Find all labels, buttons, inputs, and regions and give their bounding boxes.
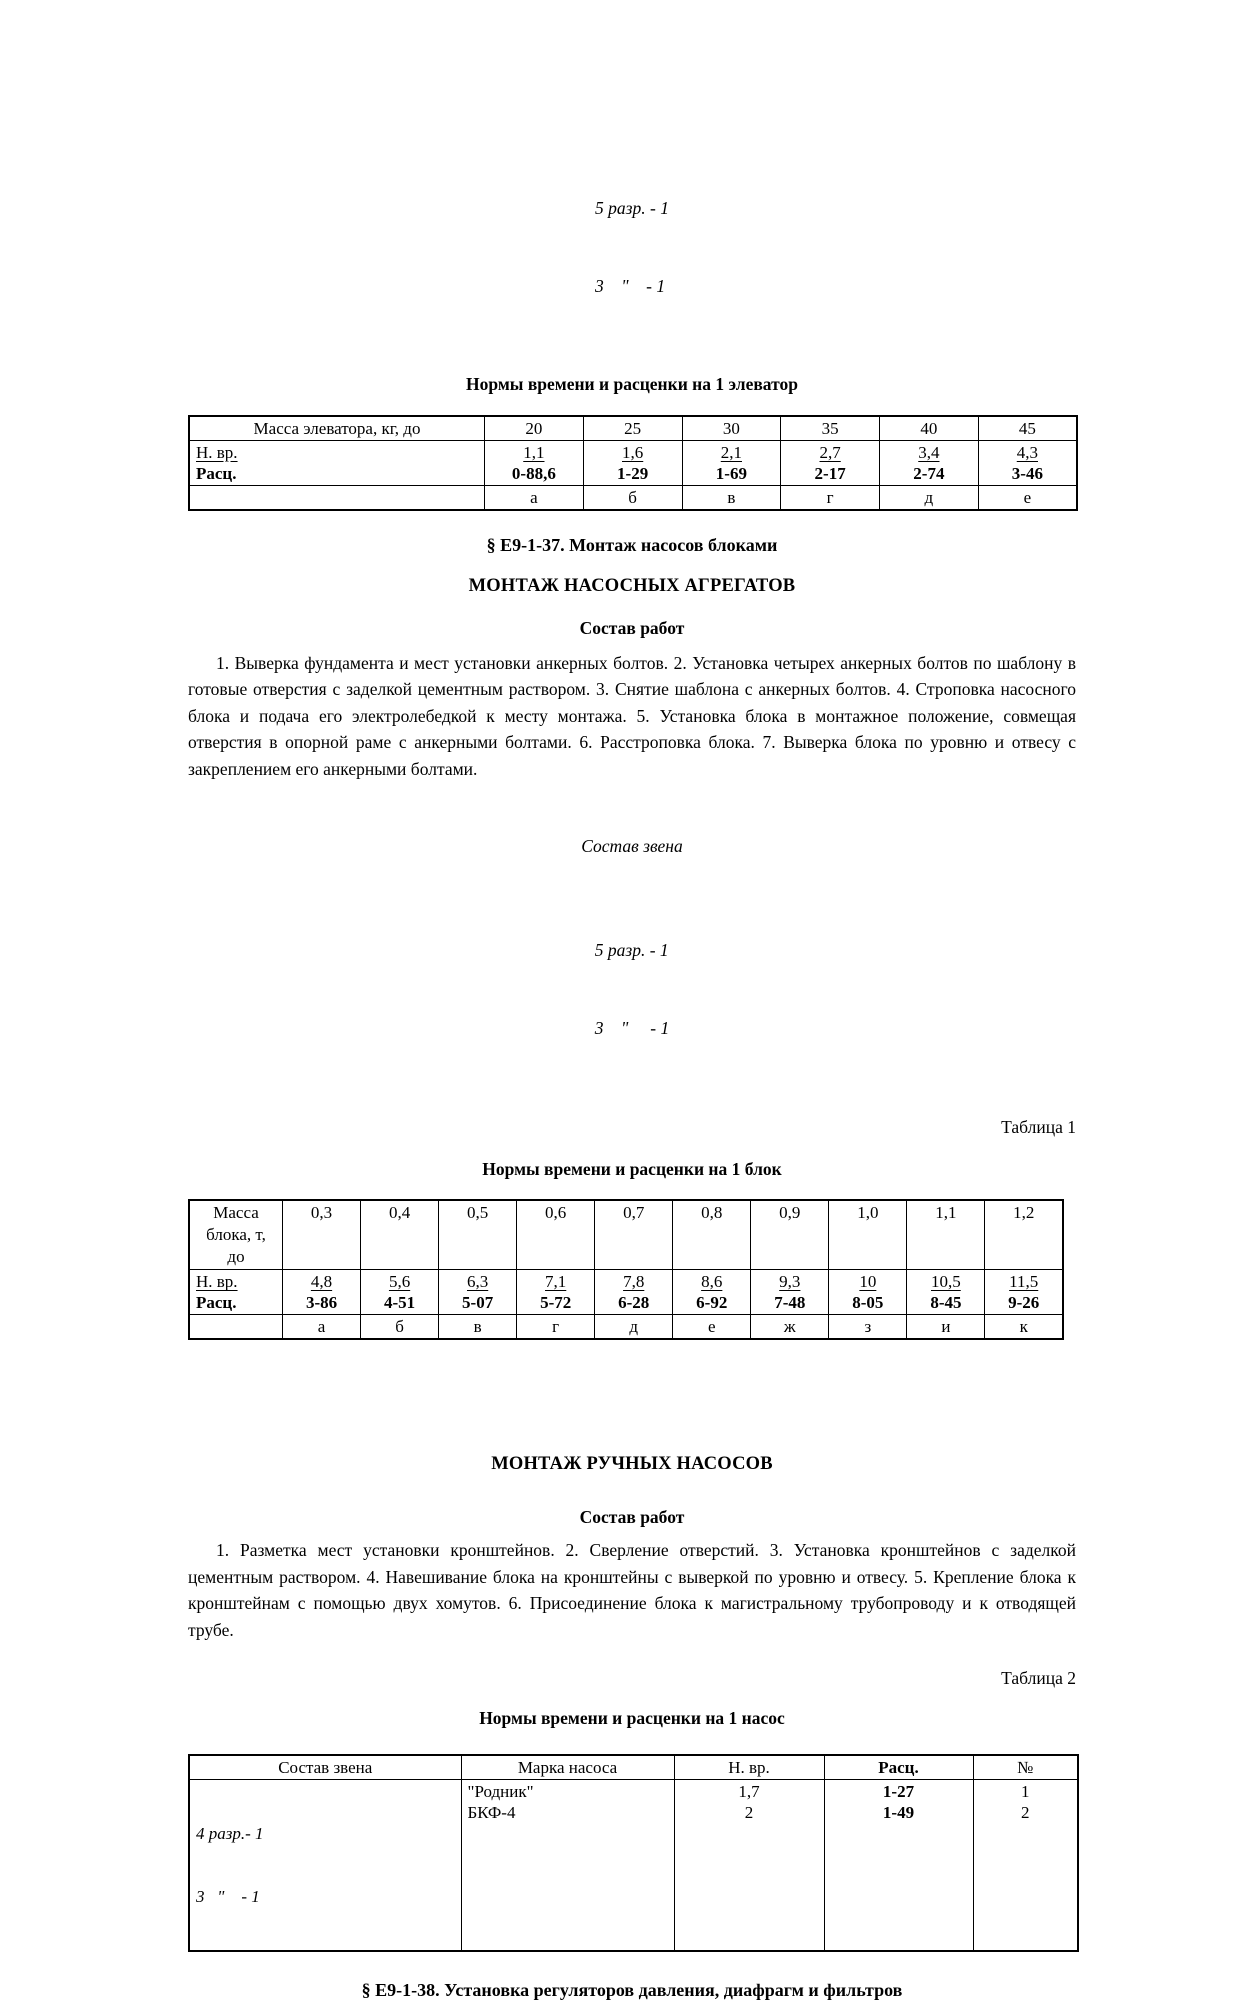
nvr-value: 8,6 (701, 1272, 723, 1292)
table1-label: Таблица 1 (1001, 1117, 1076, 1138)
index-letter-cell: в (682, 485, 781, 510)
value-cell (361, 1270, 439, 1315)
value-cell (880, 440, 979, 485)
nvr-label: Н. вр. (196, 442, 238, 462)
rasc-value: 7-48 (774, 1293, 806, 1313)
col-header-cell: 0,4 (361, 1200, 439, 1270)
value-cell (583, 440, 682, 485)
rasc-value: 6-28 (618, 1293, 650, 1313)
index-letter-cell: а (283, 1315, 361, 1340)
nvr-value: 2 (744, 1802, 754, 1822)
value-cell (283, 1270, 361, 1315)
value-cell (978, 440, 1077, 485)
col-header-nvr: Н. вр. (674, 1755, 824, 1780)
block-values-row (189, 1270, 1063, 1315)
nvr-value: 1,1 (523, 442, 545, 462)
works-paragraph: 1. Выверка фундамента и мест установки анкерных болтов. 2. Установка четырех анкерных болтов по шаблону в готовые отверстия с заделкой цементным раствором. 3. Снятие шаблона с анкерных болтов. 4. Строповка насосного блока и подача его электролебедкой к месту монтажа. 5. Установка блока в монтажное положение, совмещая отверстия в опорной раме с анкерными болтами. 6. Расстроповка блока. 7. Выверка блока по уровню и отвесу с закреплением его анкерными болтами. (188, 652, 1076, 779)
nvr-value: 7,1 (545, 1272, 567, 1292)
nvr-value: 5,6 (388, 1272, 411, 1292)
nvr-value: 2,7 (819, 442, 841, 462)
index-letter-cell: ж (751, 1315, 829, 1340)
rasc-value: 4-51 (383, 1293, 416, 1313)
rasc-value: 3-86 (305, 1293, 338, 1313)
rasc-value: 0-88,6 (511, 463, 556, 483)
index-letter-cell: и (907, 1315, 985, 1340)
works-title: Состав работ (579, 617, 685, 638)
col-header-rasc: Расц. (824, 1755, 973, 1780)
index-letter-cell: д (595, 1315, 673, 1340)
col-header-cell: 45 (978, 416, 1077, 441)
nvr-value: 3,4 (918, 442, 940, 462)
nvr-value: 1,7 (738, 1781, 760, 1801)
index-letter-cell: з (829, 1315, 907, 1340)
nvr-cell (674, 1779, 824, 1951)
nvr-value: 4,8 (310, 1272, 333, 1292)
nvr-value: 9,3 (779, 1272, 801, 1292)
col-header-crew: Состав звена (189, 1755, 461, 1780)
rasc-value: 2-17 (814, 463, 846, 483)
crew-line-grade4: 4 разр.- 1 (196, 1823, 264, 1843)
empty-cell (189, 1315, 283, 1340)
rasc-value: 1-69 (715, 463, 747, 483)
pump-model: "Родник" (467, 1781, 534, 1801)
index-letter-cell: к (985, 1315, 1063, 1340)
section-37-heading: § Е9-1-37. Монтаж насосов блоками (486, 534, 778, 555)
col-header-cell: 1,1 (907, 1200, 985, 1270)
col-header-cell: 0,3 (283, 1200, 361, 1270)
nvr-value: 10 (859, 1272, 877, 1292)
nvr-value: 7,8 (623, 1272, 645, 1292)
rasc-value: 5-72 (540, 1293, 572, 1313)
col-header-model: Марка насоса (461, 1755, 674, 1780)
col-header-cell: 30 (682, 416, 781, 441)
nvr-value: 1,6 (622, 442, 644, 462)
pump-model-cell (461, 1779, 674, 1951)
elevator-table-title: Нормы времени и расценки на 1 элеватор (466, 373, 798, 394)
rasc-value: 2-74 (913, 463, 945, 483)
nvr-value: 6,3 (466, 1272, 489, 1292)
col-header-cell: 0,7 (595, 1200, 673, 1270)
col-header-cell: 0,6 (517, 1200, 595, 1270)
row-number: 2 (1021, 1802, 1030, 1822)
block-rates-table (188, 1199, 1064, 1340)
mass-label-cell: Масса элеватора, кг, до (189, 416, 485, 441)
col-header-cell: 40 (880, 416, 979, 441)
pump-rates-table (188, 1754, 1079, 1952)
index-letter-cell: б (583, 485, 682, 510)
value-cell (781, 440, 880, 485)
crew-composition-top (188, 143, 1076, 352)
pump-units-heading: МОНТАЖ НАСОСНЫХ АГРЕГАТОВ (468, 575, 796, 596)
value-cell (485, 440, 584, 485)
value-cell (907, 1270, 985, 1315)
col-header-cell: 1,0 (829, 1200, 907, 1270)
value-cell (673, 1270, 751, 1315)
value-cell (517, 1270, 595, 1315)
elevator-values-row (189, 440, 1077, 485)
mass-label-cell: Масса блока, т, до (189, 1200, 283, 1270)
rasc-value: 9-26 (1008, 1293, 1040, 1313)
crew-line-grade5: 5 разр. - 1 (594, 939, 669, 960)
value-cell (829, 1270, 907, 1315)
pump-data-row (189, 1779, 1078, 1951)
crew-line-grade3: 3 " - 1 (595, 276, 666, 296)
rasc-value: 6-92 (696, 1293, 728, 1313)
table2-label: Таблица 2 (1001, 1667, 1076, 1688)
index-letter-cell: д (880, 485, 979, 510)
section-38-heading: § Е9-1-38. Установка регуляторов давления, диафрагм и фильтров (361, 1979, 903, 2000)
index-letter-cell: в (439, 1315, 517, 1340)
crew-line-grade3: 3 " - 1 (196, 1886, 260, 1906)
col-header-cell: 35 (781, 416, 880, 441)
value-cell (595, 1270, 673, 1315)
col-header-cell: 0,9 (751, 1200, 829, 1270)
rasc-label: Расц. (196, 463, 237, 483)
elevator-index-row (189, 485, 1077, 510)
elevator-rates-table (188, 415, 1078, 511)
nvr-value: 4,3 (1016, 442, 1038, 462)
nvr-label: Н. вр. (196, 1272, 238, 1292)
col-header-cell: 1,2 (985, 1200, 1063, 1270)
col-header-cell: 0,8 (673, 1200, 751, 1270)
block-index-row (189, 1315, 1063, 1340)
col-header-cell: 20 (485, 416, 584, 441)
rasc-value: 1-27 (882, 1781, 915, 1801)
rasc-value: 5-07 (462, 1293, 494, 1313)
value-cell (439, 1270, 517, 1315)
index-letter-cell: е (978, 485, 1077, 510)
row-number: 1 (1021, 1781, 1030, 1801)
col-header-cell: 0,5 (439, 1200, 517, 1270)
index-letter-cell: г (517, 1315, 595, 1340)
row-number-cell (973, 1779, 1078, 1951)
pump-table-title: Нормы времени и расценки на 1 насос (479, 1707, 785, 1728)
works-paragraph: 1. Разметка мест установки кронштейнов. 2. Сверление отверстий. 3. Установка кронштейнов с заделкой цементным раствором. 4. Навешивание блока на кронштейны с выверкой по уровню и отвесу. 5. Крепление блока к кронштейнам с помощью двух хомутов. 6. Присоединение блока к магистральному трубопроводу и к отводящей трубе. (188, 1540, 1076, 1640)
crew-line-grade3: 3 " - 1 (594, 1017, 670, 1038)
rasc-value: 1-49 (882, 1802, 915, 1822)
crew-composition-blocks (188, 885, 1076, 1094)
row-labels-cell (189, 440, 485, 485)
row-labels-cell (189, 1270, 283, 1315)
block-table-title: Нормы времени и расценки на 1 блок (482, 1159, 782, 1180)
col-header-cell: 25 (583, 416, 682, 441)
index-letter-cell: е (673, 1315, 751, 1340)
crew-cell (189, 1779, 461, 1951)
nvr-value: 2,1 (720, 442, 742, 462)
value-cell (751, 1270, 829, 1315)
rasc-cell (824, 1779, 973, 1951)
rasc-value: 3-46 (1011, 463, 1043, 483)
works-title: Состав работ (579, 1507, 685, 1528)
crew-line-grade5: 5 разр. - 1 (595, 198, 669, 218)
index-letter-cell: г (781, 485, 880, 510)
rasc-value: 8-45 (930, 1293, 962, 1313)
rasc-value: 1-29 (617, 463, 649, 483)
nvr-value: 10,5 (931, 1272, 961, 1292)
rasc-label: Расц. (196, 1293, 237, 1313)
empty-cell (189, 485, 485, 510)
index-letter-cell: а (485, 485, 584, 510)
manual-pumps-heading: МОНТАЖ РУЧНЫХ НАСОСОВ (491, 1454, 773, 1475)
index-letter-cell: б (361, 1315, 439, 1340)
value-cell (985, 1270, 1063, 1315)
col-header-number: № (973, 1755, 1078, 1780)
rasc-value: 8-05 (852, 1293, 884, 1313)
pump-model: БКФ-4 (467, 1802, 516, 1822)
elevator-header-row (189, 416, 1077, 441)
block-header-row (189, 1200, 1063, 1270)
pump-header-row (189, 1755, 1078, 1780)
nvr-value: 11,5 (1009, 1272, 1039, 1292)
value-cell (682, 440, 781, 485)
crew-title: Состав звена (581, 835, 683, 856)
